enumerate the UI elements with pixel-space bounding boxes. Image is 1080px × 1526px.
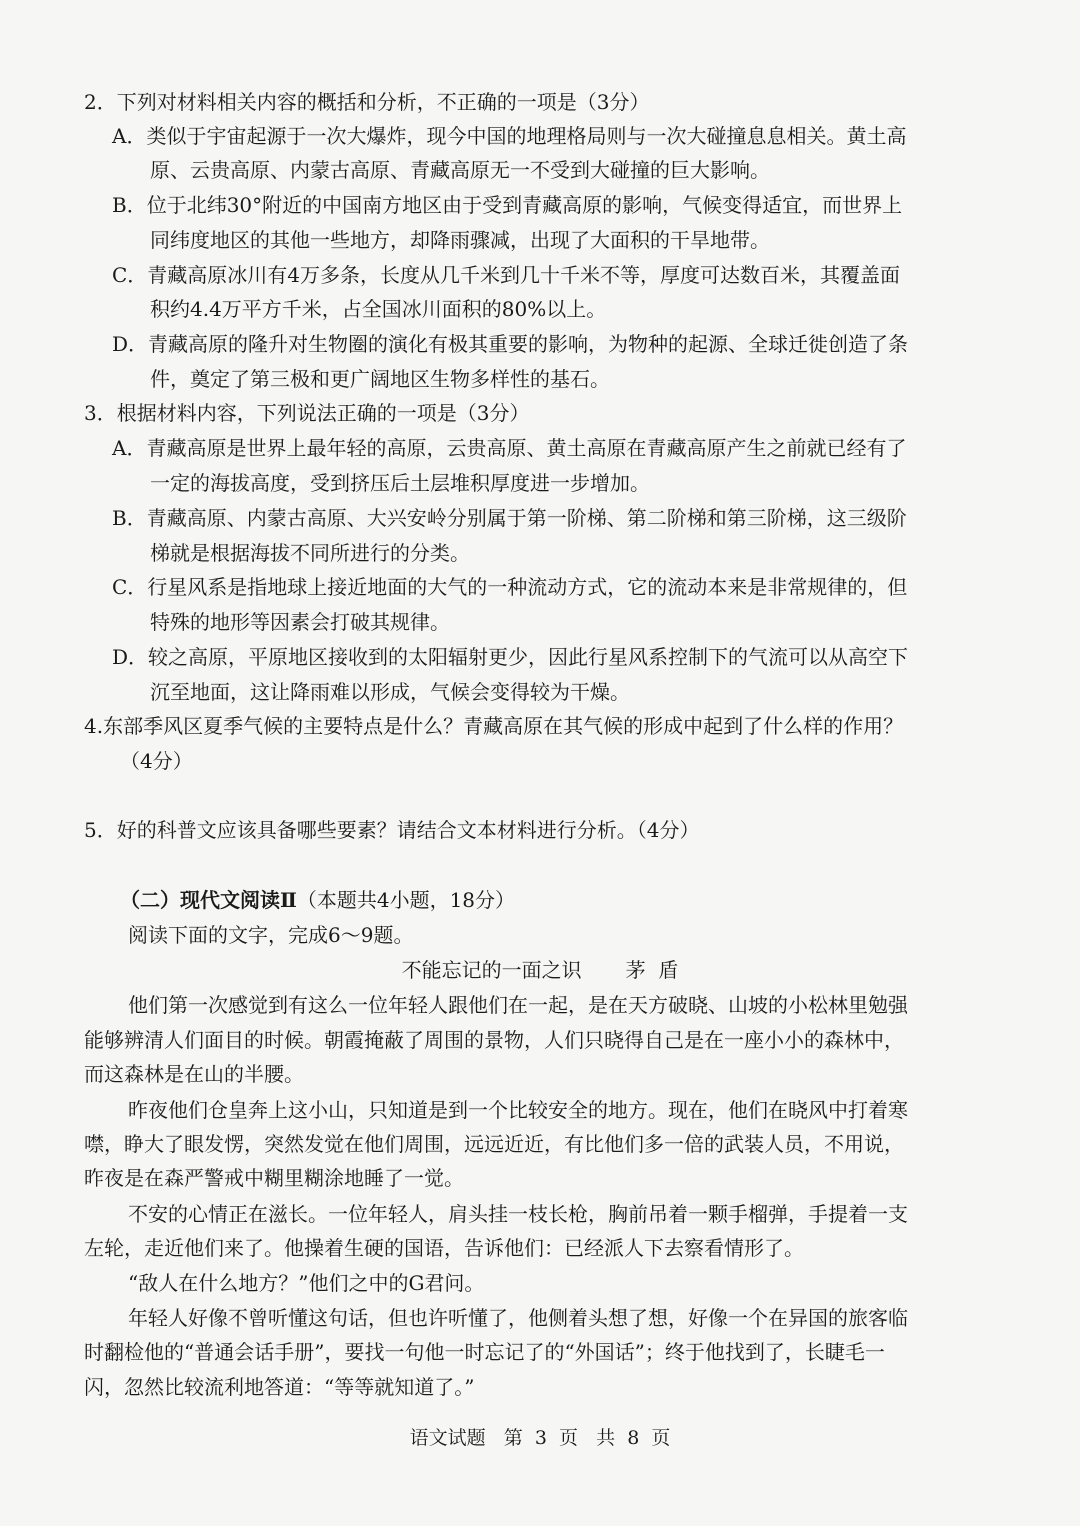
question-3-option-d: D．较之高原，平原地区接收到的太阳辐射更少，因此行星风系控制下的气流可以从高空下 <box>112 645 909 669</box>
passage-p5-line3: 闪，忽然比较流利地答道：“等等就知道了。” <box>84 1375 475 1399</box>
question-2-option-b-cont: 同纬度地区的其他一些地方，却降雨骤减，出现了大面积的干旱地带。 <box>150 228 770 252</box>
passage-p1-line2: 能够辨清人们面目的时候。朝霞掩蔽了周围的景物，人们只晓得自己是在一座小小的森林中， <box>84 1028 904 1052</box>
passage-p1-line3: 而这森林是在山的半腰。 <box>84 1062 304 1086</box>
passage-p3-line1: 不安的心情正在滋长。一位年轻人，肩头挂一枝长枪，胸前吊着一颗手榴弹，手提着一支 <box>128 1202 908 1226</box>
passage-p4-line1: “敌人在什么地方？”他们之中的G君问。 <box>128 1271 485 1295</box>
question-2-option-b: B．位于北纬30°附近的中国南方地区由于受到青藏高原的影响，气候变得适宜，而世界上 <box>112 193 903 217</box>
question-3-option-a-cont: 一定的海拔高度，受到挤压后土层堆积厚度进一步增加。 <box>150 471 650 495</box>
question-2-option-c: C．青藏高原冰川有4万多条，长度从几千米到几十千米不等，厚度可达数百米，其覆盖面 <box>112 263 901 287</box>
question-3-option-b: B．青藏高原、内蒙古高原、大兴安岭分别属于第一阶梯、第二阶梯和第三阶梯，这三级阶 <box>112 506 907 530</box>
passage-p1-line1: 他们第一次感觉到有这么一位年轻人跟他们在一起，是在天方破晓、山坡的小松林里勉强 <box>128 993 908 1017</box>
question-3-option-b-cont: 梯就是根据海拔不同所进行的分类。 <box>150 541 470 565</box>
passage-p5-line2: 时翻检他的“普通会话手册”，要找一句他一时忘记了的“外国话”；终于他找到了，长睫毛一 <box>84 1340 885 1364</box>
question-3-option-a: A．青藏高原是世界上最年轻的高原，云贵高原、黄土高原在青藏高原产生之前就已经有了 <box>112 436 907 460</box>
question-3-option-d-cont: 沉至地面，这让降雨难以形成，气候会变得较为干燥。 <box>150 680 630 704</box>
question-5-stem: 5．好的科普文应该具备哪些要素？请结合文本材料进行分析。（4分） <box>84 818 700 842</box>
passage-p2-line2: 噤，睁大了眼发愣，突然发觉在他们周围，远远近近，有比他们多一倍的武装人员，不用说， <box>84 1132 904 1156</box>
question-3-option-c-cont: 特殊的地形等因素会打破其规律。 <box>150 610 450 634</box>
section-heading-label: （二）现代文阅读Ⅱ <box>120 888 297 912</box>
passage-p5-line1: 年轻人好像不曾听懂这句话，但也许听懂了，他侧着头想了想，好像一个在异国的旅客临 <box>128 1306 908 1330</box>
question-4-stem: 4.东部季风区夏季气候的主要特点是什么？青藏高原在其气候的形成中起到了什么样的作用？ <box>84 714 904 738</box>
question-3-stem: 3．根据材料内容，下列说法正确的一项是（3分） <box>84 401 530 425</box>
question-2-option-c-cont: 积约4.4万平方千米，占全国冰川面积的80%以上。 <box>150 297 607 321</box>
page-footer: 语文试题 第 3 页 共 8 页 <box>409 1427 671 1449</box>
question-2-option-a: A．类似于宇宙起源于一次大爆炸，现今中国的地理格局则与一次大碰撞息息相关。黄土高 <box>112 124 907 148</box>
question-2-option-a-cont: 原、云贵高原、内蒙古高原、青藏高原无一不受到大碰撞的巨大影响。 <box>150 158 770 182</box>
passage-title: 不能忘记的一面之识 <box>401 958 582 982</box>
question-3-option-c: C．行星风系是指地球上接近地面的大气的一种流动方式，它的流动本来是非常规律的，但 <box>112 575 908 599</box>
passage-p3-line2: 左轮，走近他们来了。他操着生硬的国语，告诉他们：已经派人下去察看情形了。 <box>84 1236 804 1260</box>
question-2-option-d-cont: 件，奠定了第三极和更广阔地区生物多样性的基石。 <box>150 367 610 391</box>
passage-author: 茅 盾 <box>625 958 679 982</box>
passage-p2-line3: 昨夜是在森严警戒中糊里糊涂地睡了一觉。 <box>84 1166 464 1190</box>
passage-title-line <box>0 955 1080 985</box>
question-2-option-d: D．青藏高原的隆升对生物圈的演化有极其重要的影响，为物种的起源、全球迁徙创造了条 <box>112 332 909 356</box>
section-heading-detail: （本题共4小题，18分） <box>296 888 516 912</box>
question-2-stem: 2．下列对材料相关内容的概括和分析，不正确的一项是（3分） <box>84 90 650 114</box>
section-heading <box>120 885 515 915</box>
section-instruction: 阅读下面的文字，完成6～9题。 <box>128 923 414 947</box>
passage-p2-line1: 昨夜他们仓皇奔上这小山，只知道是到一个比较安全的地方。现在，他们在晓风中打着寒 <box>128 1098 908 1122</box>
question-4-score: （4分） <box>120 749 193 773</box>
